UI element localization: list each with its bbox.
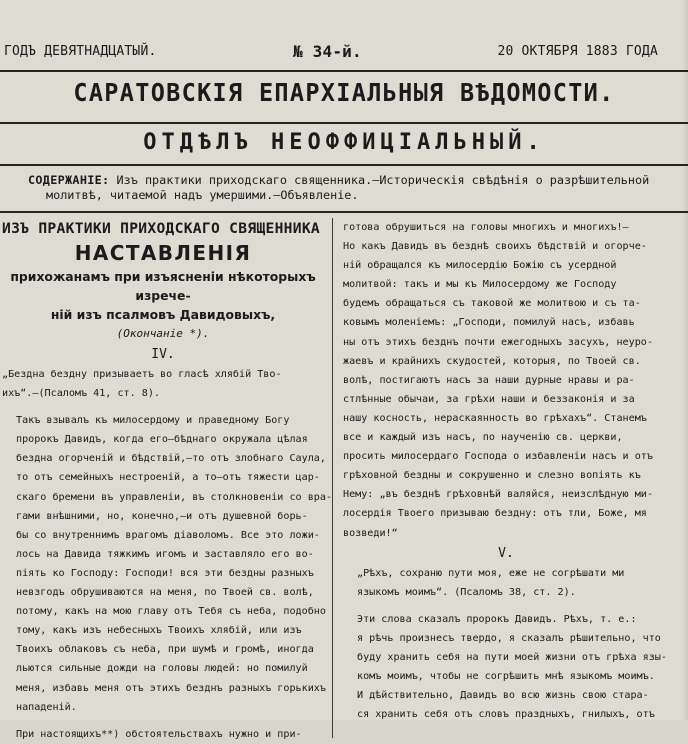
header-rule-bottom — [0, 164, 688, 166]
article-heading: НАСТАВЛЕНІЯ — [74, 241, 252, 265]
paragraph-line: возведи!“ — [343, 527, 398, 539]
section-number-iv: IV. — [151, 347, 175, 362]
article-paragraph-right-2 — [343, 610, 669, 725]
quote-line: языкомъ моимъ“. (Псаломъ 38, ст. 2). — [357, 586, 576, 598]
paragraph-line: бездна огорченій и бѣдствій,—то отъ злобнаго Саула, — [16, 453, 326, 465]
paragraph-line: просить милосердаго Господа о избавленіи насъ и отъ — [343, 451, 653, 463]
article-last-line: При настоящихъ**) обстоятельствахъ нужно и при- — [16, 728, 302, 740]
section-title: ОТДѢЛЪ НЕОФФИЦІАЛЬНЫЙ. — [143, 130, 545, 155]
paragraph-line: то отъ семейныхъ нестроеній, а то—отъ тяжести цар- — [16, 472, 320, 484]
paragraph-line: Такъ взывалъ къ милосердому и праведному Богу — [16, 415, 290, 427]
paragraph-line: скаго бремени въ управленіи, въ столкновеніи со вра- — [16, 491, 333, 503]
quote-line: ихъ“.—(Псаломъ 41, ст. 8). — [2, 388, 161, 400]
article-paragraph-left — [2, 411, 333, 717]
article-paragraph-right-1 — [343, 218, 669, 543]
paragraph-line: комъ моимъ, чтобы не согрѣшить мнѣ языкомъ моимъ. — [357, 671, 655, 683]
paragraph-line: піять ко Господу: Господи! вся эти бездны разныхъ — [16, 567, 314, 579]
paragraph-line: потому, какъ на мою главу отъ Тебя съ неба, подобно — [16, 606, 326, 618]
paragraph-line: Твоихъ облаковъ съ неба, при шумѣ и громѣ, иногда — [16, 644, 314, 656]
spacer — [2, 403, 324, 411]
paragraph-line: ся хранить себя отъ словъ праздныхъ, гнилыхъ, отъ — [357, 709, 655, 721]
article-subtitle-line-1: прихожанамъ при изъясненіи нѣкоторыхъ изрече- — [10, 269, 316, 303]
spacer — [2, 717, 324, 725]
psalm-quote-right — [343, 564, 669, 602]
paragraph-line: Нему: „въ безднѣ грѣховнѣй валяйся, неизслѣдную ми- — [343, 489, 653, 501]
paragraph-line: волѣ, постигаютъ насъ за наши дурные нравы и ра- — [343, 374, 635, 386]
paragraph-line: все и каждый изъ насъ, по наученію св. церкви, — [343, 432, 623, 444]
right-column — [343, 218, 669, 724]
paragraph-line: лось на Давида тяжкимъ игомъ и заставляло его во- — [16, 548, 314, 560]
contents-label: СОДЕРЖАНІЕ: — [28, 173, 110, 187]
header-rule-middle — [0, 122, 688, 124]
paragraph-line: ны отъ этихъ безднъ почти ежегодныхъ засухъ, неуро- — [343, 336, 653, 348]
section-number-v: V. — [498, 545, 514, 561]
paragraph-line: гами внѣшними, но, конечно,—и отъ душевной борь- — [16, 510, 308, 522]
paragraph-line: тому, какъ изъ небесныхъ Твоихъ хлябій, или изъ — [16, 625, 302, 637]
paragraph-line: Но какъ Давидъ въ безднѣ своихъ бѣдствій и огорче- — [343, 241, 647, 253]
paragraph-line: стлѣнные обычаи, за грѣхи наши и беззаконія и за — [343, 393, 635, 405]
paragraph-line: невзгодъ обрушиваются на меня, по Твоей св. волѣ, — [16, 587, 314, 599]
paragraph-line: меня, избавь меня отъ этихъ безднъ разныхъ горькихъ — [16, 682, 326, 694]
paragraph-line: готова обрушиться на головы многихъ и многихъ!— — [343, 222, 629, 233]
contents-rule — [0, 211, 688, 213]
newspaper-title: САРАТОВСКІЯ ЕПАРХІАЛЬНЫЯ ВѢДОМОСТИ. — [73, 78, 615, 107]
contents-summary — [28, 173, 662, 203]
quote-line: „Бездна бездну призываетъ во гласѣ хлябій Тво- — [2, 369, 282, 380]
paragraph-line: ній обращался къ милосердію Божію съ усердной — [343, 260, 617, 272]
article-subtitle-line-2: ній изъ псалмовъ Давидовыхъ, — [50, 307, 276, 322]
header-rule-top — [0, 70, 688, 72]
contents-text-line-2: молитвѣ, читаемой надъ умершими.—Объявленіе. — [46, 188, 359, 202]
paragraph-line: льются сильные дожди на головы людей: но помилуй — [16, 663, 308, 675]
column-divider — [332, 218, 333, 738]
paragraph-line: жаевъ и крайнихъ скудостей, которыя, по Твоей св. — [343, 355, 641, 367]
paragraph-line: нашу косность, нераскаянность во грѣхахъ“. Станемъ — [343, 412, 647, 424]
article-title: ИЗЪ ПРАКТИКИ ПРИХОДСКАГО СВЯЩЕННИКА — [2, 220, 321, 237]
issue-number: № 34-й. — [293, 42, 362, 61]
paragraph-line: Эти слова сказалъ пророкъ Давидъ. Рѣхъ, т. е.: — [357, 613, 637, 625]
paragraph-line: грѣховной бездны и сокрушенно и слезно вопіять къ — [343, 470, 641, 482]
psalm-quote-left — [2, 365, 324, 403]
paragraph-line: лосердія Твоего призываю бездну: отъ тли, Боже, мя — [343, 508, 647, 520]
continuation-note: (Окончаніе *). — [116, 327, 210, 340]
paragraph-line: ковымъ моленіемъ: „Господи, помилуй насъ, избавь — [343, 317, 635, 329]
issue-header — [0, 44, 688, 66]
quote-line: „Рѣхъ, сохраню пути моя, еже не согрѣшати ми — [357, 567, 625, 579]
paragraph-line: бы со внутреннимъ врагомъ діаволомъ. Все это ложи- — [16, 529, 320, 541]
paragraph-line: И дѣйствительно, Давидъ во всю жизнь свою стара- — [357, 690, 649, 702]
paragraph-line: будемъ обращаться съ таковой же молитвою и съ та- — [343, 298, 641, 310]
spacer — [343, 602, 669, 610]
paragraph-line: буду хранить себя на пути моей жизни отъ грѣха язы- — [357, 651, 667, 663]
paragraph-line: пророкъ Давидъ, когда его—бѣднаго окружала цѣлая — [16, 434, 308, 446]
paragraph-line: нападеній. — [16, 701, 77, 713]
paragraph-line: молитвой: такъ и мы къ Милосердому же Господу — [343, 279, 617, 291]
page-edge-shadow — [682, 0, 688, 720]
left-column — [2, 218, 333, 744]
issue-date: 20 ОКТЯБРЯ 1883 ГОДА — [497, 44, 658, 59]
paragraph-line: я рѣчь произнесъ твердо, я сказалъ рѣшительно, что — [357, 632, 661, 644]
contents-text-line-1: Изъ практики приходскаго священника.—Историческія свѣдѣнія о разрѣшительной — [116, 173, 650, 187]
year-label: ГОДЪ ДЕВЯТНАДЦАТЫЙ. — [4, 44, 157, 59]
